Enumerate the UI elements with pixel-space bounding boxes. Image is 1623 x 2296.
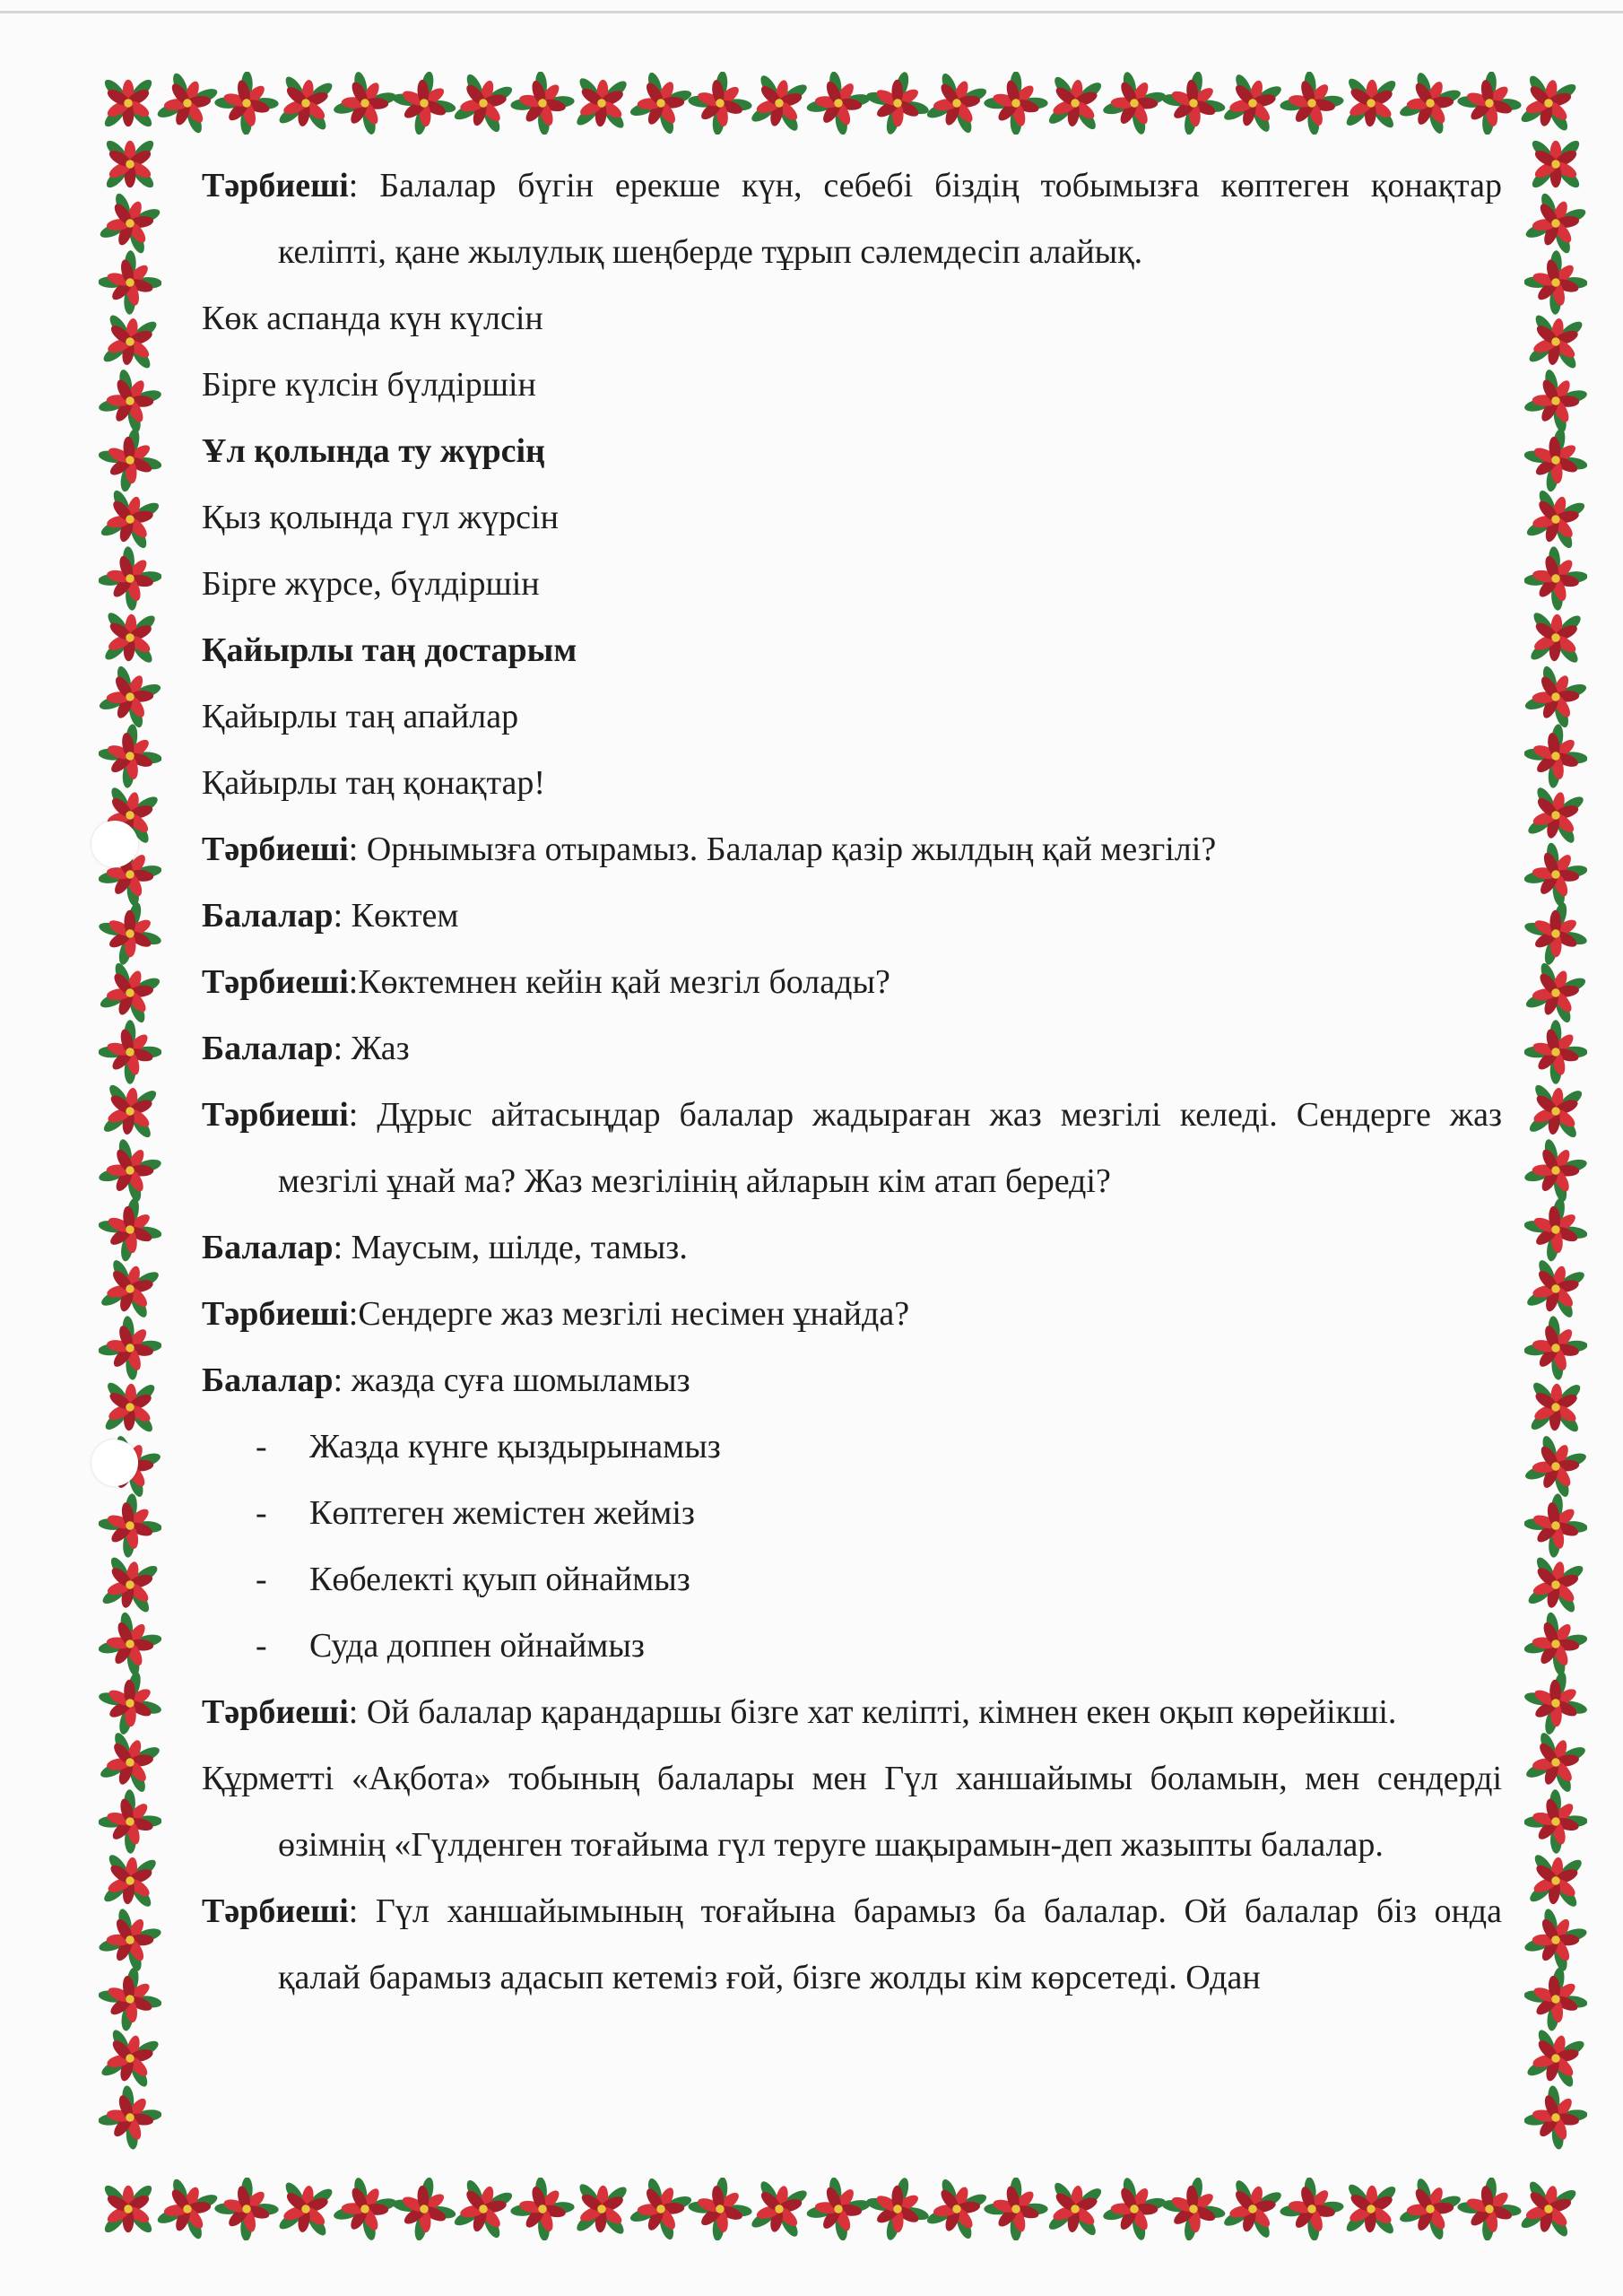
punch-hole <box>91 821 138 867</box>
dialogue-line: Тәрбиеші: Орнымызға отырамыз. Балалар қазір жылдың қай мезгілі? <box>202 831 1217 868</box>
poinsettia-icon <box>328 72 402 135</box>
poem-line: Көк аспанда күн күлсін <box>202 300 543 337</box>
poinsettia-icon <box>102 1379 158 1435</box>
poinsettia-icon <box>1524 1488 1587 1563</box>
poinsettia-icon <box>99 718 161 794</box>
speaker: Балалар <box>202 1030 334 1067</box>
poinsettia-icon <box>99 486 161 553</box>
dialogue-line: Тәрбиеші: Ой балалар қарандаршы бізге хат келіпті, кімнен екен оқып көрейікші. <box>202 1693 1397 1731</box>
poinsettia-icon <box>1524 1784 1587 1859</box>
poinsettia-icon <box>99 1728 161 1797</box>
poinsettia-icon <box>103 137 156 190</box>
poinsettia-icon <box>99 1256 161 1322</box>
poinsettia-icon <box>99 1310 161 1386</box>
poem-line: Бірге жүрсе, бүлдіршін <box>202 565 540 603</box>
list-item: - Көптеген жемістен жейміз <box>202 1480 1502 1546</box>
poinsettia-icon <box>1526 1851 1585 1910</box>
speaker: Тәрбиеші <box>202 1295 349 1333</box>
poinsettia-icon <box>99 1553 161 1616</box>
poinsettia-icon <box>275 2179 336 2239</box>
poinsettia-icon <box>1045 2179 1105 2239</box>
poinsettia-icon <box>1524 541 1587 616</box>
poinsettia-icon <box>978 72 1054 135</box>
poinsettia-icon <box>99 1193 161 1267</box>
poinsettia-icon <box>100 1081 160 1141</box>
poinsettia-icon <box>99 1961 161 2036</box>
poinsettia-icon <box>625 2178 697 2240</box>
poinsettia-icon <box>1098 72 1171 135</box>
dialogue-line: Тәрбиеші: Гүл ханшайымының тоғайына барамыз ба балалар. Ой балалар біз онда қалай барамыз адасып кетеміз ғой, бізге жолды кім көрсетеді. Одан <box>202 1892 1502 1996</box>
poinsettia-icon <box>1524 958 1587 1027</box>
border-bottom <box>99 2178 1587 2240</box>
dialogue-line: Балалар: жазда суға шомыламыз <box>202 1361 690 1399</box>
poinsettia-icon <box>1524 838 1587 912</box>
poinsettia-icon <box>1343 2181 1399 2237</box>
poinsettia-icon <box>682 72 758 135</box>
poinsettia-icon <box>1529 137 1582 190</box>
poem-line: Қыз қолында гүл жүрсін <box>202 499 559 536</box>
poem-line: Ұл қолында ту жүрсің <box>202 432 545 470</box>
poinsettia-icon <box>1343 75 1399 131</box>
poinsettia-icon <box>922 72 991 135</box>
poinsettia-icon <box>152 72 222 135</box>
poinsettia-icon <box>1452 72 1527 135</box>
dialogue-line: Балалар: Көктем <box>202 897 459 935</box>
speaker: Балалар <box>202 897 334 935</box>
poinsettia-icon <box>101 609 158 665</box>
scan-edge-line <box>0 11 1623 13</box>
poinsettia-icon <box>1524 783 1587 847</box>
list-dash: - <box>256 1428 267 1465</box>
poinsettia-icon <box>1524 661 1587 733</box>
poinsettia-icon <box>1524 1193 1587 1267</box>
poinsettia-icon <box>1524 1014 1587 1090</box>
poinsettia-icon <box>1394 2178 1465 2240</box>
poinsettia-icon <box>387 2178 462 2240</box>
poinsettia-icon <box>1524 1666 1587 1740</box>
poinsettia-icon <box>1524 188 1587 258</box>
poinsettia-icon <box>1524 1607 1587 1682</box>
poinsettia-icon <box>99 423 161 498</box>
poinsettia-icon <box>1524 423 1587 498</box>
poinsettia-icon <box>747 2178 811 2240</box>
list-item: - Көбелекті қуып ойнаймыз <box>202 1546 1502 1613</box>
poinsettia-icon <box>450 2178 517 2240</box>
poinsettia-icon <box>1524 486 1587 553</box>
dialogue-line: Тәрбиеші: Балалар бүгін ерекше күн, себебі біздің тобымызға көптеген қонақтар келіпті, қане жылулық шеңберде тұрып сәлемдесіп алайық. <box>202 167 1502 271</box>
poinsettia-icon <box>1517 72 1580 135</box>
poinsettia-icon <box>1524 1310 1587 1386</box>
poinsettia-icon <box>861 2178 934 2240</box>
poinsettia-icon <box>209 72 284 135</box>
border-left <box>99 135 161 2179</box>
poinsettia-icon <box>99 661 161 733</box>
dialogue-line: Тәрбиеші: Дұрыс айтасыңдар балалар жадыраған жаз мезгілі келеді. Сендерге жаз мезгілі ұнай ма? Жаз мезгілінің айларын кім атап береді? <box>202 1096 1502 1200</box>
poinsettia-icon <box>1528 1379 1584 1435</box>
poinsettia-icon <box>573 2180 629 2237</box>
poinsettia-icon <box>328 2178 402 2240</box>
dialogue-line: Балалар: Жаз <box>202 1030 410 1067</box>
poinsettia-icon <box>1524 245 1587 320</box>
poinsettia-icon <box>387 72 462 135</box>
poinsettia-icon <box>99 897 161 970</box>
dialogue-line: Балалар: Маусым, шілде, тамыз. <box>202 1229 688 1266</box>
poinsettia-icon <box>1524 1553 1587 1616</box>
poinsettia-icon <box>978 2178 1054 2240</box>
speaker: Тәрбиеші <box>202 831 349 868</box>
poinsettia-icon <box>1394 72 1465 135</box>
poem-line: Бірге күлсін бүлдіршін <box>202 366 536 404</box>
poinsettia-icon <box>1524 2080 1587 2155</box>
poinsettia-icon <box>99 1666 161 1740</box>
poinsettia-icon <box>99 1784 161 1859</box>
poinsettia-icon <box>100 1851 160 1910</box>
poinsettia-icon <box>99 2025 161 2091</box>
poinsettia-icon <box>450 72 517 135</box>
speaker: Балалар <box>202 1361 334 1399</box>
poem-line: Қайырлы таң қонақтар! <box>202 764 546 802</box>
poinsettia-icon <box>1524 1728 1587 1797</box>
poinsettia-icon <box>505 2178 580 2240</box>
poinsettia-icon <box>1524 1903 1587 1976</box>
poinsettia-icon <box>99 541 161 616</box>
speaker: Балалар <box>202 1229 334 1266</box>
poinsettia-icon <box>99 1134 161 1207</box>
poinsettia-icon <box>152 2178 222 2240</box>
poinsettia-icon <box>99 1903 161 1976</box>
list-item: - Жазда күнге қыздырынамыз <box>202 1413 1502 1480</box>
document-body <box>202 152 1502 2011</box>
poinsettia-icon <box>861 72 934 135</box>
poinsettia-icon <box>1524 718 1587 794</box>
poinsettia-icon <box>1274 72 1350 135</box>
poinsettia-icon <box>1219 72 1286 135</box>
poinsettia-icon <box>1524 1256 1587 1322</box>
border-top <box>99 72 1587 135</box>
poinsettia-icon <box>1045 73 1105 133</box>
poinsettia-icon <box>1524 897 1587 970</box>
dialogue-line: Тәрбиеші:Көктемнен кейін қай мезгіл болады? <box>202 963 890 1001</box>
poinsettia-icon <box>1525 1081 1585 1141</box>
list-dash: - <box>256 1627 267 1665</box>
poinsettia-icon <box>99 245 161 320</box>
letter-text: Құрметті «Ақбота» тобының балалары мен Гүл ханшайымы боламын, мен сендерді өзімнің «Гүлденген тоғайыма гүл теруге шақырамын-деп жазыпты балалар. <box>202 1760 1502 1864</box>
dialogue-line: Тәрбиеші:Сендерге жаз мезгілі несімен ұнайда? <box>202 1295 910 1333</box>
poinsettia-icon <box>275 73 336 134</box>
poinsettia-icon <box>802 72 876 135</box>
poinsettia-icon <box>1274 2178 1350 2240</box>
poinsettia-icon <box>209 2178 284 2240</box>
list-dash: - <box>256 1494 267 1532</box>
poinsettia-icon <box>747 72 811 135</box>
poinsettia-icon <box>99 1014 161 1090</box>
poinsettia-icon <box>100 311 161 372</box>
poinsettia-icon <box>682 2178 758 2240</box>
poinsettia-icon <box>1517 2178 1580 2240</box>
poinsettia-icon <box>1157 72 1231 135</box>
poinsettia-icon <box>1527 609 1584 665</box>
poinsettia-icon <box>573 74 629 131</box>
poinsettia-icon <box>1219 2178 1286 2240</box>
border-right <box>1524 135 1587 2179</box>
poinsettia-icon <box>625 72 697 135</box>
poinsettia-icon <box>99 1607 161 1682</box>
speaker: Тәрбиеші <box>202 1892 349 1930</box>
poinsettia-icon <box>1524 364 1587 438</box>
poinsettia-icon <box>802 2178 876 2240</box>
poinsettia-icon <box>101 2182 154 2235</box>
poinsettia-icon <box>99 188 161 258</box>
list-item: - Суда доппен ойнаймыз <box>202 1613 1502 1679</box>
poinsettia-icon <box>99 1488 161 1563</box>
poinsettia-icon <box>1098 2178 1171 2240</box>
poinsettia-icon <box>922 2178 991 2240</box>
speaker: Тәрбиеші <box>202 963 349 1001</box>
poinsettia-icon <box>1452 2178 1527 2240</box>
poinsettia-icon <box>1524 1961 1587 2036</box>
poinsettia-icon <box>1525 311 1586 372</box>
poem-line: Қайырлы таң апайлар <box>202 698 519 735</box>
poinsettia-icon <box>99 364 161 438</box>
poinsettia-icon <box>505 72 580 135</box>
poinsettia-icon <box>99 958 161 1027</box>
list-dash: - <box>256 1561 267 1598</box>
poinsettia-icon <box>1524 1134 1587 1207</box>
speaker: Тәрбиеші <box>202 1693 349 1731</box>
poinsettia-icon <box>99 2080 161 2155</box>
poem-line: Қайырлы таң достарым <box>202 631 577 669</box>
poinsettia-icon <box>1524 1431 1587 1501</box>
poinsettia-icon <box>1524 2025 1587 2091</box>
speaker: Тәрбиеші <box>202 1096 349 1134</box>
punch-hole <box>91 1439 138 1486</box>
poinsettia-icon <box>1157 2178 1231 2240</box>
speaker: Тәрбиеші <box>202 167 349 204</box>
poinsettia-icon <box>101 76 154 129</box>
